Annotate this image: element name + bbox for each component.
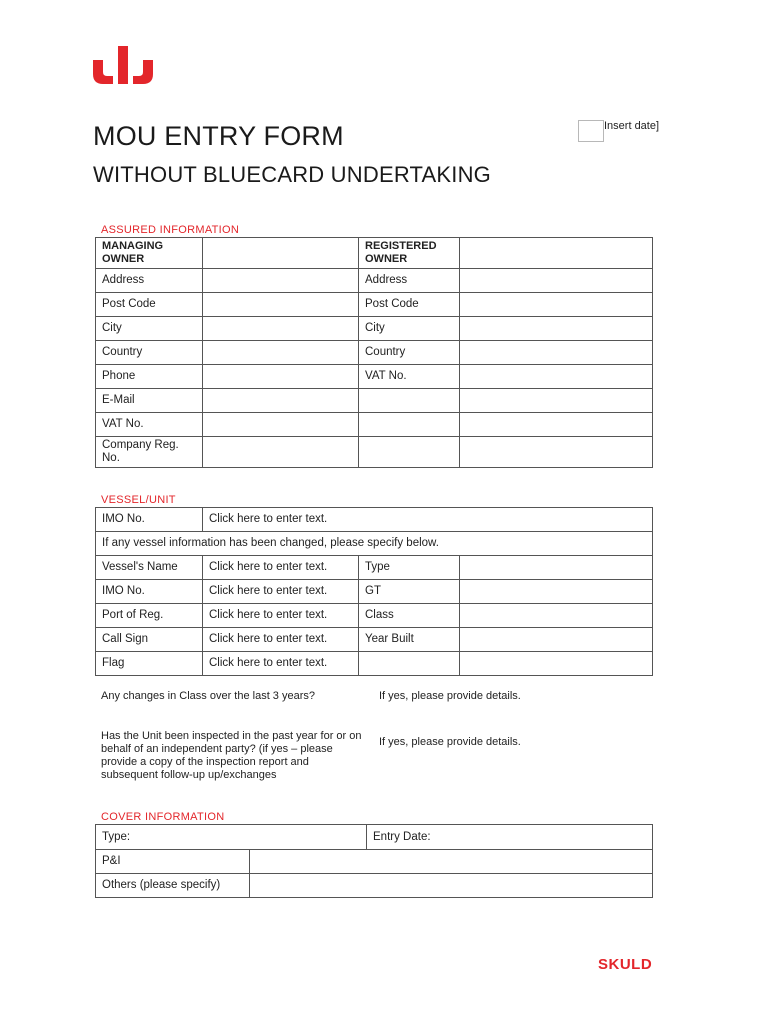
ro-row-field[interactable] — [460, 341, 653, 365]
vessel-row-right-field[interactable] — [460, 580, 653, 604]
ro-row-field[interactable] — [460, 365, 653, 389]
vessel-row-label: Flag — [96, 652, 203, 676]
mo-row-label: VAT No. — [96, 413, 203, 437]
vessel-row-input[interactable]: Click here to enter text. — [203, 652, 359, 676]
cover-pi-field[interactable] — [250, 850, 653, 874]
page-title: MOU ENTRY FORM — [93, 121, 344, 151]
assured-table — [95, 237, 653, 468]
vessel-imo-input[interactable]: Click here to enter text. — [203, 508, 653, 532]
registered-owner-label: REGISTERED OWNER — [359, 238, 460, 269]
ro-row-field[interactable] — [460, 437, 653, 468]
date-input-box[interactable] — [578, 120, 604, 142]
mo-row-field[interactable] — [203, 341, 359, 365]
vessel-row-right-label: Type — [359, 556, 460, 580]
mo-row-label: Post Code — [96, 293, 203, 317]
cover-others-label: Others (please specify) — [96, 874, 250, 898]
ro-row-label: Address — [359, 269, 460, 293]
vessel-row-input[interactable]: Click here to enter text. — [203, 604, 359, 628]
skuld-logo-icon — [93, 46, 153, 84]
ro-row-label: City — [359, 317, 460, 341]
inspection-question: Has the Unit been inspected in the past year for or on behalf of an independent party? (if yes – please provide a copy of the inspection report and subsequent follow-up up/exchanges — [101, 730, 362, 781]
ro-row-label — [359, 437, 460, 468]
cover-pi-label: P&I — [96, 850, 250, 874]
vessel-row-right-label: Year Built — [359, 628, 460, 652]
assured-section-label: ASSURED INFORMATION — [101, 224, 240, 236]
vessel-row-right-field[interactable] — [460, 628, 653, 652]
mo-row-label: City — [96, 317, 203, 341]
cover-entry-date-label[interactable]: Entry Date: — [367, 825, 653, 850]
cover-section-label: COVER INFORMATION — [101, 811, 225, 823]
cover-others-field[interactable] — [250, 874, 653, 898]
mo-row-label: Phone — [96, 365, 203, 389]
mo-row-field[interactable] — [203, 269, 359, 293]
page-subtitle: WITHOUT BLUECARD UNDERTAKING — [93, 162, 491, 187]
ro-row-label: Post Code — [359, 293, 460, 317]
mo-row-field[interactable] — [203, 293, 359, 317]
vessel-row-input[interactable]: Click here to enter text. — [203, 628, 359, 652]
vessel-table — [95, 507, 653, 676]
vessel-row-label: Port of Reg. — [96, 604, 203, 628]
skuld-brand-wordmark: SKULD — [598, 956, 653, 973]
vessel-row-label: Call Sign — [96, 628, 203, 652]
mo-row-field[interactable] — [203, 413, 359, 437]
cover-table — [95, 824, 653, 898]
ro-row-field[interactable] — [460, 317, 653, 341]
inspection-answer[interactable]: If yes, please provide details. — [379, 736, 521, 748]
mo-row-label: Company Reg. No. — [96, 437, 203, 468]
vessel-row-label: IMO No. — [96, 580, 203, 604]
ro-row-field[interactable] — [460, 293, 653, 317]
ro-row-field[interactable] — [460, 413, 653, 437]
vessel-row-right-label: GT — [359, 580, 460, 604]
vessel-row-right-field[interactable] — [460, 604, 653, 628]
managing-owner-label: MANAGING OWNER — [96, 238, 203, 269]
vessel-row-input[interactable]: Click here to enter text. — [203, 556, 359, 580]
mo-row-label: E-Mail — [96, 389, 203, 413]
vessel-row-right-field[interactable] — [460, 652, 653, 676]
mo-row-field[interactable] — [203, 389, 359, 413]
ro-row-label — [359, 389, 460, 413]
mo-row-field[interactable] — [203, 365, 359, 389]
vessel-row-right-label — [359, 652, 460, 676]
vessel-row-label: Vessel's Name — [96, 556, 203, 580]
vessel-row-right-field[interactable] — [460, 556, 653, 580]
ro-row-field[interactable] — [460, 269, 653, 293]
ro-row-label: Country — [359, 341, 460, 365]
vessel-row-right-label: Class — [359, 604, 460, 628]
mo-row-field[interactable] — [203, 317, 359, 341]
class-change-question: Any changes in Class over the last 3 years? — [101, 690, 316, 702]
mo-row-field[interactable] — [203, 437, 359, 468]
ro-row-field[interactable] — [460, 389, 653, 413]
mo-row-label: Address — [96, 269, 203, 293]
vessel-section-label: VESSEL/UNIT — [101, 494, 176, 506]
registered-owner-field[interactable] — [460, 238, 653, 269]
cover-type-label[interactable]: Type: — [96, 825, 367, 850]
class-change-answer[interactable]: If yes, please provide details. — [379, 690, 521, 702]
vessel-changed-note: If any vessel information has been changed, please specify below. — [96, 532, 653, 556]
vessel-imo-label: IMO No. — [96, 508, 203, 532]
mo-row-label: Country — [96, 341, 203, 365]
vessel-row-input[interactable]: Click here to enter text. — [203, 580, 359, 604]
ro-row-label: VAT No. — [359, 365, 460, 389]
ro-row-label — [359, 413, 460, 437]
date-placeholder[interactable]: Insert date] — [604, 120, 660, 132]
managing-owner-field[interactable] — [203, 238, 359, 269]
